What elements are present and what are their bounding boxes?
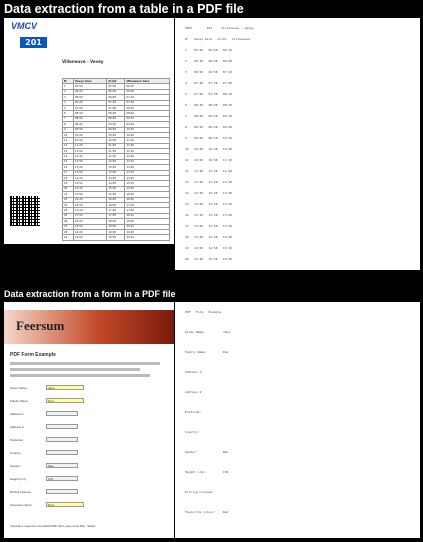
table-cell: 13:50 (74, 170, 107, 175)
table-cell: 17:28 (107, 208, 125, 213)
table-cell: 08:58 (107, 116, 125, 121)
text-line: 16 13:20 13:28 13:40 (185, 213, 232, 217)
table-cell: 10 (63, 132, 74, 137)
table-cell: 8 (63, 122, 74, 127)
table-cell: 24 (63, 208, 74, 213)
field-value: Red (48, 503, 54, 507)
intro-paragraph (10, 362, 160, 365)
table-cell: 17:10 (125, 202, 170, 207)
table-cell: 10:28 (107, 132, 125, 137)
table-cell: 16:58 (107, 202, 125, 207)
table-cell: 22 (63, 197, 74, 202)
table-cell: 23 (63, 202, 74, 207)
form-field[interactable] (46, 463, 78, 468)
text-line: 4 07:20 07:28 07:40 (185, 81, 232, 85)
text-line: 20 15:20 15:28 15:40 (185, 257, 232, 261)
table-cell: 14:20 (74, 176, 107, 181)
table-cell: 10:40 (125, 132, 170, 137)
table-cell: 13:40 (125, 165, 170, 170)
table-cell: 20 (63, 186, 74, 191)
table-cell: 15:10 (125, 181, 170, 186)
table-cell: 11:40 (125, 143, 170, 148)
form-footer: Important: save the completed PDF form (use menu File - Save). (10, 524, 97, 528)
field-label: Favourite colour: (10, 503, 33, 507)
text-line: PDF Form Example (185, 310, 222, 314)
table-cell: 09:20 (74, 122, 107, 127)
table-cell: 15:50 (74, 192, 107, 197)
table-header-cell: Vevey Gare (74, 79, 107, 84)
table-cell: 17:50 (74, 213, 107, 218)
text-line: 13 11:50 11:58 12:10 (185, 180, 232, 184)
text-line: 18 14:20 14:28 14:40 (185, 235, 232, 239)
route-badge: 201 (20, 37, 47, 48)
text-line: 17 13:50 13:58 14:10 (185, 224, 232, 228)
table-cell: 15:20 (74, 186, 107, 191)
text-line: 19 14:50 14:58 15:10 (185, 246, 232, 250)
text-line: 9 09:50 09:58 10:10 (185, 136, 232, 140)
table-cell: 19:10 (125, 224, 170, 229)
text-line: Driving License: (185, 490, 214, 494)
field-value: Man (48, 464, 54, 468)
table-cell: 4 (63, 100, 74, 105)
table-cell: 05:50 (74, 84, 107, 89)
table-cell: 29 (63, 235, 74, 240)
table-cell: 10:10 (125, 127, 170, 132)
table-cell: 5 (63, 105, 74, 110)
form-field[interactable] (46, 489, 78, 494)
field-label: Address 1: (10, 412, 25, 416)
table-cell: 07:40 (125, 100, 170, 105)
table-cell: 15:58 (107, 192, 125, 197)
table-cell: 11:50 (74, 149, 107, 154)
table-cell: 17:20 (74, 208, 107, 213)
table-cell: 11:58 (107, 149, 125, 154)
section-title-table: Data extraction from a table in a PDF file (4, 2, 244, 16)
table-cell: 08:40 (125, 111, 170, 116)
text-line: Country: (185, 430, 200, 434)
table-cell: 06:40 (125, 89, 170, 94)
form-extracted-text (175, 302, 420, 538)
table-cell: 06:10 (125, 84, 170, 89)
text-line: 2 06:20 06:28 06:40 (185, 59, 232, 63)
form-pdf-preview (4, 302, 174, 538)
table-cell: 09:28 (107, 122, 125, 127)
table-cell: 13:28 (107, 165, 125, 170)
table-cell: 06:28 (107, 89, 125, 94)
table-cell: 9 (63, 127, 74, 132)
table-caption: Villeneuve - Vevey (62, 59, 104, 64)
table-cell: 12 (63, 143, 74, 148)
text-line: 7 08:50 08:58 09:10 (185, 114, 232, 118)
form-field[interactable] (46, 450, 78, 455)
table-cell: 27 (63, 224, 74, 229)
text-line: 15 12:50 12:58 13:10 (185, 202, 232, 206)
table-cell: 08:10 (125, 105, 170, 110)
table-cell: 12:10 (125, 149, 170, 154)
form-field[interactable] (46, 398, 84, 403)
text-line: 14 12:20 12:28 12:40 (185, 191, 232, 195)
table-pdf-preview (4, 18, 174, 244)
table-cell: 07:58 (107, 105, 125, 110)
field-label: Height (cm): (10, 477, 27, 481)
table-cell: 14:58 (107, 181, 125, 186)
table-header-cell: Villeneuve Gare (125, 79, 170, 84)
vmcv-logo: VMCV (11, 21, 38, 31)
table-cell: 08:28 (107, 111, 125, 116)
text-line: Address 1: (185, 370, 204, 374)
text-line: Favourite colour: Red (185, 510, 229, 514)
table-cell: 19 (63, 181, 74, 186)
table-cell: 18:40 (125, 219, 170, 224)
table-cell: 28 (63, 229, 74, 234)
table-cell: 13:10 (125, 159, 170, 164)
intro-paragraph (10, 368, 140, 371)
form-field[interactable] (46, 476, 78, 481)
table-cell: 07:28 (107, 100, 125, 105)
table-cell: 26 (63, 219, 74, 224)
text-line: 3 06:50 06:58 07:10 (185, 70, 232, 74)
table-cell: 3 (63, 95, 74, 100)
table-cell: 7 (63, 116, 74, 121)
table-cell: 15:28 (107, 186, 125, 191)
table-header-cell: N° (63, 79, 74, 84)
table-cell: 11:20 (74, 143, 107, 148)
table-cell: 05:58 (107, 84, 125, 89)
form-field[interactable] (46, 411, 78, 416)
field-value: Doe (48, 399, 54, 403)
table-cell: 13:58 (107, 170, 125, 175)
text-line: 5 07:50 07:58 08:10 (185, 92, 232, 96)
form-field[interactable] (46, 502, 84, 507)
table-cell: 08:50 (74, 116, 107, 121)
field-label: Postcode: (10, 438, 24, 442)
table-header-cell: Arrêt (107, 79, 125, 84)
field-label: Gender: (10, 464, 21, 468)
table-cell: 17:40 (125, 208, 170, 213)
brand-logo: Feersum (16, 318, 65, 333)
table-cell: 13:20 (74, 165, 107, 170)
text-line: Gender: Man (185, 450, 229, 454)
form-field[interactable] (46, 424, 78, 429)
table-cell: 14:40 (125, 176, 170, 181)
field-value: Jane (48, 386, 55, 390)
table-cell: 18:10 (125, 213, 170, 218)
table-cell: 10:58 (107, 138, 125, 143)
table-cell: 18:20 (74, 219, 107, 224)
table-cell: 16:40 (125, 197, 170, 202)
table-cell: 18 (63, 176, 74, 181)
table-cell: 12:28 (107, 154, 125, 159)
table-cell: 19:50 (74, 235, 107, 240)
table-cell: 07:10 (125, 95, 170, 100)
table-cell: 11:28 (107, 143, 125, 148)
table-cell: 06:20 (74, 89, 107, 94)
table-cell: 11 (63, 138, 74, 143)
table-cell: 14:28 (107, 176, 125, 181)
table-cell: 15 (63, 159, 74, 164)
table-cell: 12:50 (74, 159, 107, 164)
table-cell: 15:40 (125, 186, 170, 191)
intro-paragraph (10, 374, 150, 377)
table-cell: 20:10 (125, 235, 170, 240)
table-cell: 1 (63, 84, 74, 89)
table-cell: 25 (63, 213, 74, 218)
timetable (62, 78, 170, 241)
table-cell: 10:50 (74, 138, 107, 143)
form-heading: PDF Form Example (10, 352, 56, 358)
table-cell: 07:20 (74, 100, 107, 105)
table-row (63, 235, 170, 240)
table-cell: 18:28 (107, 219, 125, 224)
text-line: VMCV 201 Villeneuve - Vevey (185, 26, 254, 30)
text-line: 6 08:20 08:28 08:40 (185, 103, 232, 107)
table-cell: 18:50 (74, 224, 107, 229)
table-cell: 13 (63, 149, 74, 154)
table-cell: 16:28 (107, 197, 125, 202)
table-cell: 19:58 (107, 235, 125, 240)
table-cell: 16:10 (125, 192, 170, 197)
table-cell: 21 (63, 192, 74, 197)
text-line: Given Name: Jane (185, 330, 231, 334)
table-cell: 19:20 (74, 229, 107, 234)
field-label: Given Name: (10, 386, 28, 390)
qr-code (10, 196, 40, 226)
field-label: Family Name: (10, 399, 29, 403)
text-line: 1 05:50 05:58 06:10 (185, 48, 232, 52)
text-line: Address 2: (185, 390, 204, 394)
table-cell: 09:40 (125, 122, 170, 127)
table-cell: 06:58 (107, 95, 125, 100)
table-cell: 14:10 (125, 170, 170, 175)
table-cell: 2 (63, 89, 74, 94)
text-line: Height (cm): 150 (185, 470, 229, 474)
table-cell: 16 (63, 165, 74, 170)
text-line: 11 10:50 10:58 11:10 (185, 158, 232, 162)
form-field[interactable] (46, 385, 84, 390)
text-line: 12 11:20 11:28 11:40 (185, 169, 232, 173)
table-extracted-text (175, 18, 420, 270)
table-cell: 07:50 (74, 105, 107, 110)
table-cell: 08:20 (74, 111, 107, 116)
table-cell: 19:40 (125, 229, 170, 234)
table-cell: 06:50 (74, 95, 107, 100)
field-label: Address 2: (10, 425, 25, 429)
table-cell: 16:20 (74, 197, 107, 202)
table-cell: 19:28 (107, 229, 125, 234)
text-line: 8 09:20 09:28 09:40 (185, 125, 232, 129)
table-cell: 12:58 (107, 159, 125, 164)
table-cell: 17 (63, 170, 74, 175)
table-cell: 09:50 (74, 127, 107, 132)
table-cell: 14 (63, 154, 74, 159)
table-cell: 12:40 (125, 154, 170, 159)
field-value: 150 (48, 477, 54, 481)
table-cell: 09:10 (125, 116, 170, 121)
section-title-form: Data extraction from a form in a PDF file (4, 289, 176, 299)
table-cell: 18:58 (107, 224, 125, 229)
field-label: Country: (10, 451, 22, 455)
table-cell: 6 (63, 111, 74, 116)
table-cell: 16:50 (74, 202, 107, 207)
table-cell: 11:10 (125, 138, 170, 143)
text-line: 10 10:20 10:28 10:40 (185, 147, 232, 151)
field-label: Driving License: (10, 490, 32, 494)
text-line: Family Name: Doe (185, 350, 229, 354)
form-field[interactable] (46, 437, 78, 442)
table-cell: 12:20 (74, 154, 107, 159)
table-cell: 14:50 (74, 181, 107, 186)
table-cell: 17:58 (107, 213, 125, 218)
text-line: Postcode: (185, 410, 202, 414)
table-cell: 09:58 (107, 127, 125, 132)
table-cell: 10:20 (74, 132, 107, 137)
text-line: N° Vevey Gare Arrêt Villeneuve (185, 37, 251, 41)
